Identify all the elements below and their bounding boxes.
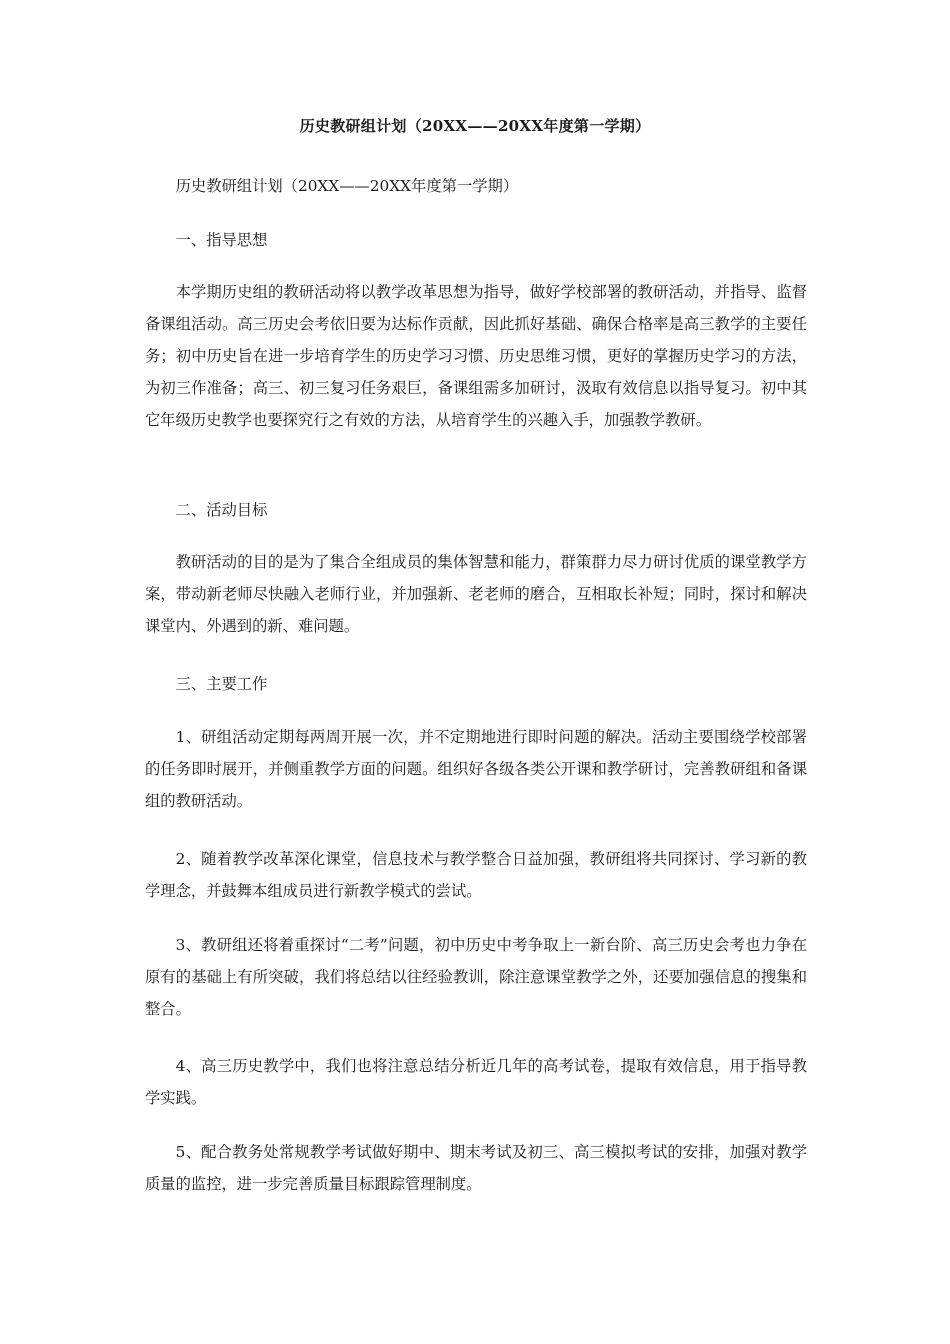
section-heading-activity-goals: 二、活动目标 [175,501,268,519]
paragraph-main-work-5: 5、配合教务处常规教学考试做好期中、期末考试及初三、高三模拟考试的安排，加强对教学质量的监控，进一步完善质量目标跟踪管理制度。 [145,1143,807,1193]
document-subtitle: 历史教研组计划（20XX——20XX年度第一学期） [175,177,519,195]
document-title: 历史教研组计划（20XX——20XX年度第一学期） [299,117,651,135]
paragraph-main-work-3: 3、教研组还将着重探讨“二考”问题，初中历史中考争取上一新台阶、高三历史会考也力争在原有的基础上有所突破，我们将总结以往经验教训，除注意课堂教学之外，还要加强信息的搜集和整合。 [145,936,807,1018]
section-heading-guiding-ideology: 一、指导思想 [175,231,268,249]
paragraph-activity-goals: 教研活动的目的是为了集合全组成员的集体智慧和能力，群策群力尽力研讨优质的课堂教学方案，带动新老师尽快融入老师行业，并加强新、老老师的磨合，互相取长补短；同时，探讨和解决课堂内、外遇到的新、难问题。 [145,553,807,635]
paragraph-guiding-ideology: 本学期历史组的教研活动将以教学改革思想为指导，做好学校部署的教研活动，并指导、监督备课组活动。高三历史会考依旧要为达标作贡献，因此抓好基础、确保合格率是高三教学的主要任务；初中历史旨在进一步培育学生的历史学习习惯、历史思维习惯，更好的掌握历史学习的方法，为初三作准备；高三、初三复习任务艰巨，备课组需多加研讨，汲取有效信息以指导复习。初中其它年级历史教学也要探究行之有效的方法，从培育学生的兴趣入手，加强教学教研。 [145,283,807,429]
section-heading-main-work: 三、主要工作 [175,675,268,693]
paragraph-main-work-2: 2、随着教学改革深化课堂，信息技术与教学整合日益加强，教研组将共同探讨、学习新的教学理念，并鼓舞本组成员进行新教学模式的尝试。 [145,850,807,900]
paragraph-main-work-4: 4、高三历史教学中，我们也将注意总结分析近几年的高考试卷，提取有效信息，用于指导教学实践。 [145,1057,807,1107]
paragraph-main-work-1: 1、研组活动定期每两周开展一次，并不定期地进行即时问题的解决。活动主要围绕学校部署的任务即时展开，并侧重教学方面的问题。组织好各级各类公开课和教学研讨，完善教研组和备课组的教研活动。 [145,728,807,810]
